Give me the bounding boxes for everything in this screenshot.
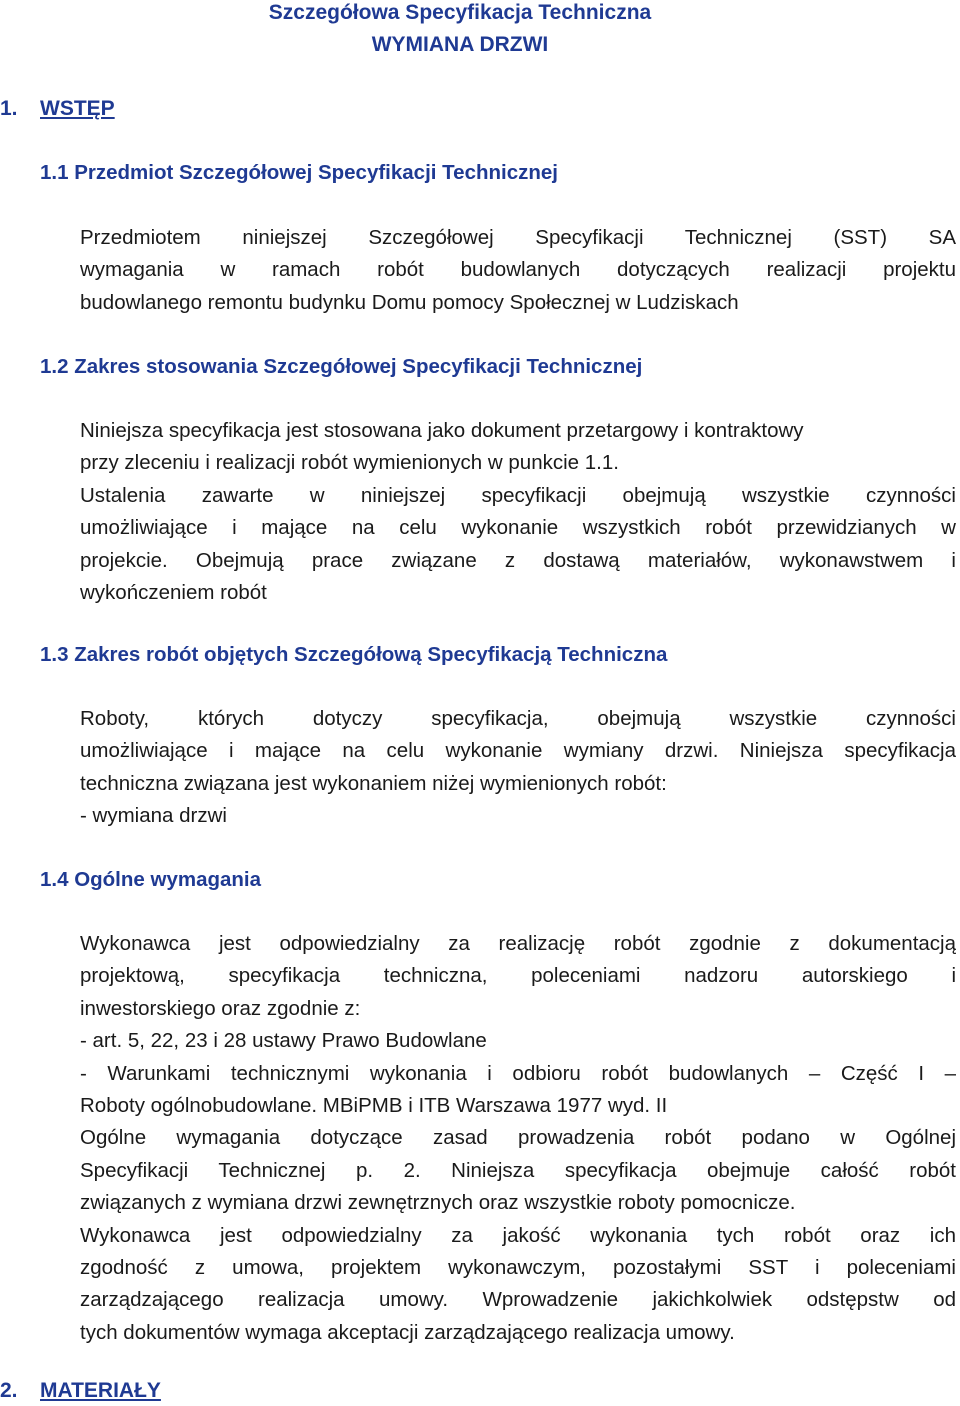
paragraph-line: Ogólne wymagania dotyczące zasad prowadzenia robót podano w Ogólnej	[80, 1126, 956, 1150]
section-1-3-paragraph	[80, 703, 956, 833]
paragraph-line: Roboty ogólnobudowlane. MBiPMB i ITB Warszawa 1977 wyd. II	[80, 1093, 668, 1117]
section-1-1-paragraph	[80, 222, 956, 319]
paragraph-line: zarządzającego realizacja umowy. Wprowadzenie jakichkolwiek odstępstw od	[80, 1288, 956, 1312]
paragraph-line: projektową, specyfikacja techniczna, poleceniami nadzoru autorskiego i	[80, 964, 956, 988]
paragraph-line: techniczna związana jest wykonaniem niżej wymienionych robót:	[80, 771, 667, 795]
section-1-1-heading: 1.1 Przedmiot Szczegółowej Specyfikacji Technicznej	[40, 161, 558, 184]
section-1-heading	[0, 94, 115, 124]
paragraph-line: związanych z wymiana drzwi zewnętrznych oraz wszystkie roboty pomocnicze.	[80, 1191, 796, 1215]
section-1-4-paragraph	[80, 928, 956, 1349]
paragraph-line: zgodność z umowa, projektem wykonawczym, pozostałymi SST i poleceniami	[80, 1255, 956, 1279]
section-1-2-heading: 1.2 Zakres stosowania Szczegółowej Specyfikacji Technicznej	[40, 355, 643, 378]
paragraph-line: Niniejsza specyfikacja jest stosowana jako dokument przetargowy i kontraktowy	[80, 419, 804, 442]
paragraph-line: wymagania w ramach robót budowlanych dotyczących realizacji projektu	[80, 258, 956, 282]
section-2-heading	[0, 1376, 161, 1406]
paragraph-line: Przedmiotem niniejszej Szczegółowej Specyfikacji Technicznej (SST) SA	[80, 226, 956, 249]
paragraph-line: Specyfikacji Technicznej p. 2. Niniejsza specyfikacja obejmuje całość robót	[80, 1158, 956, 1182]
section-1-3-heading: 1.3 Zakres robót objętych Szczegółową Specyfikacją Techniczna	[40, 643, 668, 666]
paragraph-line: - Warunkami technicznymi wykonania i odbioru robót budowlanych – Część I –	[80, 1061, 956, 1085]
section-1-4-heading: 1.4 Ogólne wymagania	[40, 868, 262, 891]
paragraph-line: przy zleceniu i realizacji robót wymienionych w punkcie 1.1.	[80, 451, 619, 475]
section-2-label: MATERIAŁY	[40, 1379, 161, 1402]
document-title: Szczegółowa Specyfikacja Techniczna	[268, 1, 652, 24]
paragraph-line: Wykonawca jest odpowiedzialny za realizację robót zgodnie z dokumentacją	[80, 932, 956, 955]
paragraph-line: - wymiana drzwi	[80, 804, 227, 828]
paragraph-line: Roboty, których dotyczy specyfikacja, obejmują wszystkie czynności	[80, 707, 956, 730]
paragraph-line: umożliwiające i mające na celu wykonanie wszystkich robót przewidzianych w	[80, 516, 956, 540]
paragraph-line: - art. 5, 22, 23 i 28 ustawy Prawo Budowlane	[80, 1029, 487, 1053]
section-1-label: WSTĘP	[40, 97, 115, 120]
paragraph-line: Ustalenia zawarte w niniejszej specyfikacji obejmują wszystkie czynności	[80, 483, 956, 507]
paragraph-line: budowlanego remontu budynku Domu pomocy Społecznej w Ludziskach	[80, 290, 739, 314]
paragraph-line: wykończeniem robót	[80, 580, 267, 604]
paragraph-line: Wykonawca jest odpowiedzialny za jakość wykonania tych robót oraz ich	[80, 1223, 956, 1247]
document-subtitle: WYMIANA DRZWI	[371, 33, 549, 56]
section-1-2-paragraph	[80, 415, 956, 609]
paragraph-line: umożliwiające i mające na celu wykonanie wymiany drzwi. Niniejsza specyfikacja	[80, 739, 956, 763]
section-1-number: 1.	[0, 97, 18, 120]
paragraph-line: inwestorskiego oraz zgodnie z:	[80, 996, 361, 1020]
paragraph-line: tych dokumentów wymaga akceptacji zarządzającego realizacja umowy.	[80, 1320, 735, 1344]
paragraph-line: projekcie. Obejmują prace związane z dostawą materiałów, wykonawstwem i	[80, 548, 956, 572]
section-2-number: 2.	[0, 1379, 18, 1402]
